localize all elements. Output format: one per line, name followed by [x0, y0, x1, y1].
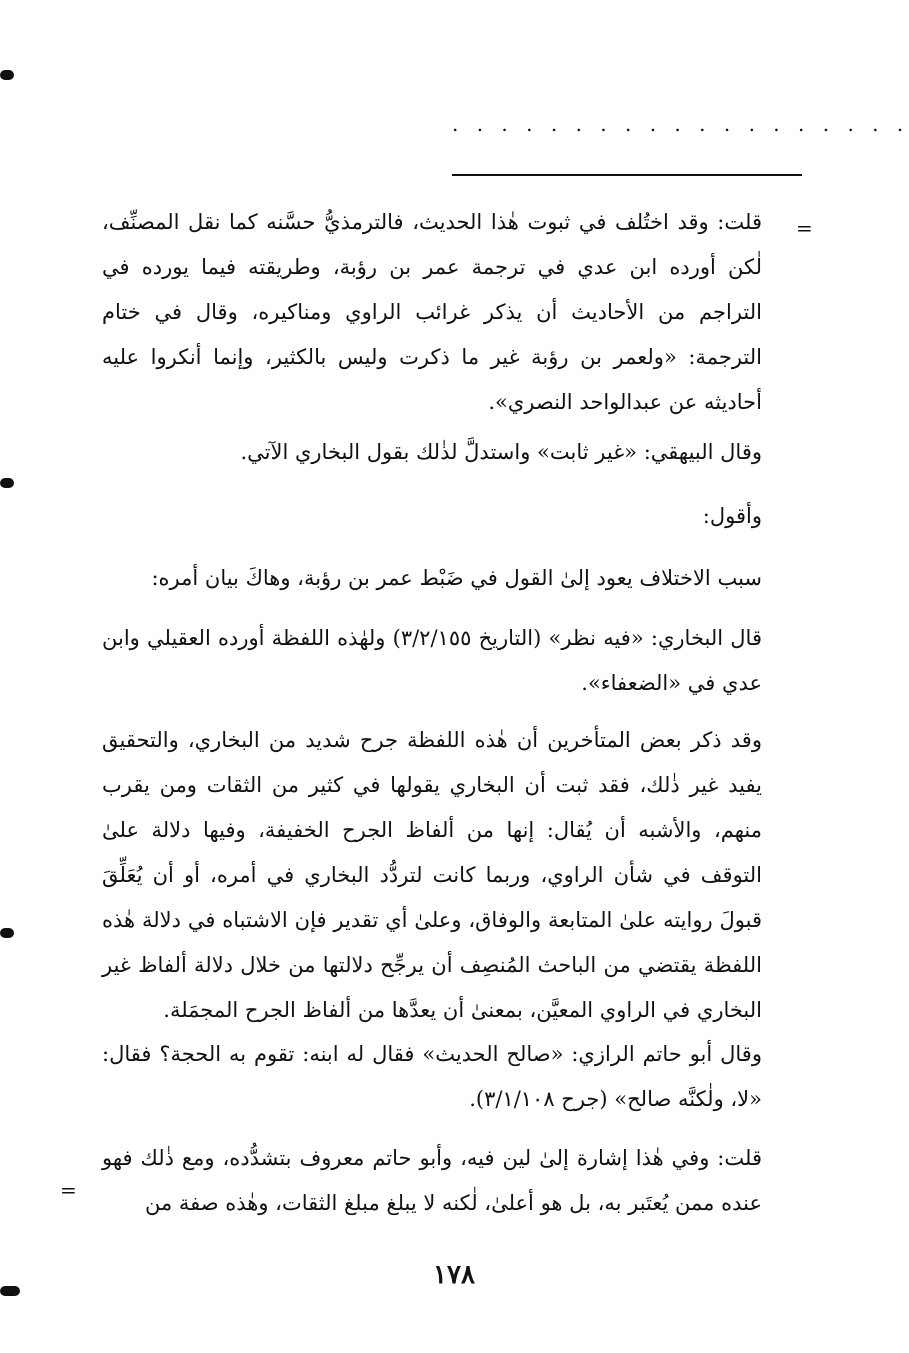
paragraph-6: وقد ذكر بعض المتأخرين أن هٰذه اللفظة جرح شديد من البخاري، والتحقيق يفيد غير ذٰلك، فقد ثبت أن البخاري يقولها في كثير من الثقات ومن يقرب منهم، والأشبه أن يُقال: إنها من ألفاظ الجرح الخفيفة، وفيها دلالة علىٰ التوقف في شأن الراوي، وربما كانت لتردُّد البخاري في أمره، أو أن يُعَلِّقَ قبولَ روايته علىٰ المتابعة والوفاق، وعلىٰ أي تقدير فإن الاشتباه في دلالة هٰذه اللفظة يقتضي من الباحث المُنصِف أن يرجِّح دلالتها من خلال دلالة ألفاظ غير البخاري في الراوي المعيَّن، بمعنىٰ أن يعدَّها من ألفاظ الجرح المجمَلة. [102, 728, 762, 1022]
paragraph-2: وقال البيهقي: «غير ثابت» واستدلَّ لذٰلك بقول البخاري الآتي. [240, 440, 762, 464]
scan-margin-mark [0, 928, 14, 938]
paragraph-7: وقال أبو حاتم الرازي: «صالح الحديث» فقال له ابنه: تقوم به الحجة؟ فقال: «لا، ولٰكنَّه صالح» (جرح ٣/١/١٠٨). [102, 1042, 762, 1111]
scan-margin-mark [0, 478, 14, 488]
scan-margin-mark [0, 70, 14, 80]
paragraph-8: قلت: وفي هٰذا إشارة إلىٰ لين فيه، وأبو حاتم معروف بتشدُّده، ومع ذٰلك فهو عنده ممن يُعتَبر به، بل هو أعلىٰ، لٰكنه لا يبلغ مبلغ الثقات، وهٰذه صفة من [102, 1146, 762, 1215]
page-number: ١٧٨ [433, 1260, 475, 1290]
leader-dots: . . . . . . . . . . . . . . . . . . . [452, 112, 909, 136]
paragraph-5: قال البخاري: «فيه نظر» (التاريخ ٣/٢/١٥٥) ولهٰذه اللفظة أورده العقيلي وابن عدي في «الضعفاء». [102, 626, 762, 695]
paragraph-3: وأقول: [702, 504, 762, 528]
continuation-mark-bottom: = [60, 1178, 77, 1202]
footnote-separator-rule [452, 174, 802, 176]
continuation-mark-top: = [796, 216, 813, 240]
scan-margin-mark [0, 1286, 20, 1296]
paragraph-4: سبب الاختلاف يعود إلىٰ القول في ضَبْط عمر بن رؤبة، وهاكَ بيان أمره: [151, 566, 762, 590]
paragraph-1: قلت: وقد اختُلف في ثبوت هٰذا الحديث، فالترمذيُّ حسَّنه كما نقل المصنِّف، لٰكن أورده ابن عدي في ترجمة عمر بن رؤبة، وطريقته فيما يورده في التراجم من الأحاديث أن يذكر غرائب الراوي ومناكيره، وقال في ختام الترجمة: «ولعمر بن رؤبة غير ما ذكرت وليس بالكثير، وإنما أنكروا عليه أحاديثه عن عبدالواحد النصري». [102, 210, 762, 414]
